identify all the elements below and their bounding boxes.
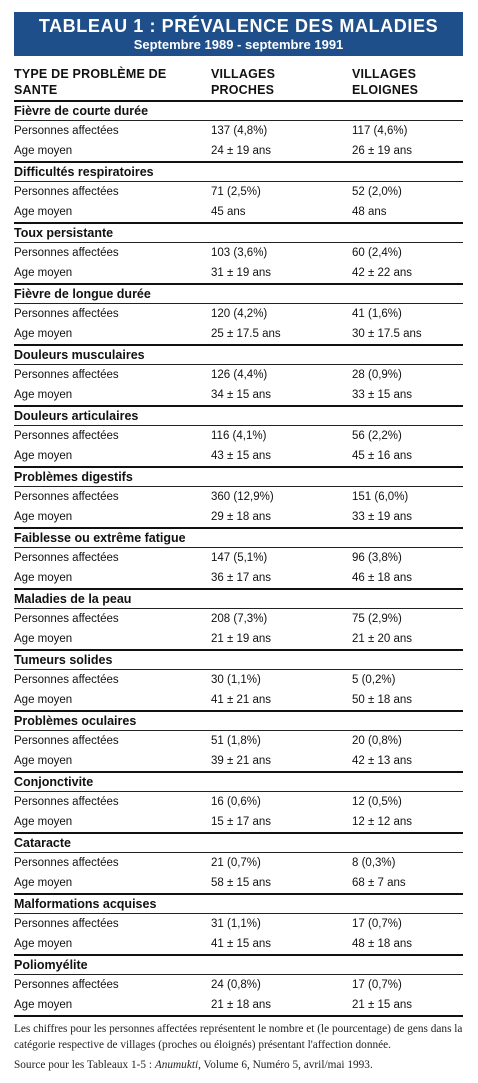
section-bottom-rule: [14, 1015, 463, 1017]
section-title: Douleurs articulaires: [14, 409, 139, 423]
value-far: 42 ± 22 ans: [352, 267, 413, 279]
table-row-age: [14, 873, 463, 893]
value-near: 39 ± 21 ans: [211, 755, 272, 767]
row-label: Age moyen: [14, 206, 73, 218]
table-row-affected: [14, 121, 463, 141]
value-far: 41 (1,6%): [352, 308, 402, 320]
table-title: TABLEAU 1 : PRÉVALENCE DES MALADIES: [38, 16, 439, 36]
row-label: Personnes affectées: [14, 369, 119, 381]
value-near: 34 ± 15 ans: [211, 389, 272, 401]
row-label: Age moyen: [14, 450, 73, 462]
value-far: 20 (0,8%): [352, 735, 402, 747]
table-row-age: [14, 385, 463, 405]
table-row-affected: [14, 609, 463, 629]
value-far: 46 ± 18 ans: [352, 572, 413, 584]
table-section: [14, 956, 463, 1017]
section-title: Cataracte: [14, 836, 71, 850]
value-near: 43 ± 15 ans: [211, 450, 272, 462]
table-row-age: [14, 141, 463, 161]
source-citation: [14, 1057, 466, 1073]
row-label: Age moyen: [14, 694, 73, 706]
section-title: Conjonctivite: [14, 775, 94, 789]
value-near: 36 ± 17 ans: [211, 572, 272, 584]
value-far: 8 (0,3%): [352, 857, 396, 869]
value-near: 71 (2,5%): [211, 186, 261, 198]
value-far: 33 ± 15 ans: [352, 389, 413, 401]
table-footer: [14, 1021, 466, 1073]
row-label: Personnes affectées: [14, 308, 119, 320]
value-far: 96 (3,8%): [352, 552, 402, 564]
row-label: Personnes affectées: [14, 430, 119, 442]
prevalence-table: [14, 100, 463, 1017]
table-row-affected: [14, 914, 463, 934]
value-near: 137 (4,8%): [211, 125, 268, 137]
value-near: 41 ± 15 ans: [211, 938, 272, 950]
column-header-near: VILLAGES PROCHES: [211, 67, 276, 97]
column-header-type: TYPE DE PROBLÈME DE SANTE: [14, 67, 167, 97]
table-row-age: [14, 751, 463, 771]
table-section: [14, 529, 463, 590]
value-near: 31 ± 19 ans: [211, 267, 272, 279]
row-label: Personnes affectées: [14, 552, 119, 564]
value-near: 30 (1,1%): [211, 674, 261, 686]
value-far: 28 (0,9%): [352, 369, 402, 381]
source-journal: Anumukti: [154, 1059, 199, 1071]
value-far: 45 ± 16 ans: [352, 450, 413, 462]
value-far: 5 (0,2%): [352, 674, 396, 686]
value-far: 48 ans: [352, 206, 387, 218]
table-section: [14, 346, 463, 407]
row-label: Age moyen: [14, 511, 73, 523]
row-label: Personnes affectées: [14, 247, 119, 259]
section-title: Malformations acquises: [14, 897, 157, 911]
row-label: Personnes affectées: [14, 125, 119, 137]
table-section: [14, 285, 463, 346]
row-label: Age moyen: [14, 145, 73, 157]
value-far: 12 (0,5%): [352, 796, 402, 808]
row-label: Personnes affectées: [14, 918, 119, 930]
section-title: Douleurs musculaires: [14, 348, 145, 362]
value-far: 30 ± 17.5 ans: [352, 328, 422, 340]
row-label: Age moyen: [14, 633, 73, 645]
value-near: 24 (0,8%): [211, 979, 261, 991]
table-row-age: [14, 568, 463, 588]
value-near: 103 (3,6%): [211, 247, 268, 259]
value-near: 31 (1,1%): [211, 918, 261, 930]
table-row-affected: [14, 426, 463, 446]
value-far: 52 (2,0%): [352, 186, 402, 198]
table-row-age: [14, 690, 463, 710]
value-near: 24 ± 19 ans: [211, 145, 272, 157]
table-section: [14, 102, 463, 163]
row-label: Age moyen: [14, 267, 73, 279]
table-title-banner: [14, 12, 463, 56]
table-row-affected: [14, 487, 463, 507]
section-title: Poliomyélite: [14, 958, 88, 972]
table-row-age: [14, 629, 463, 649]
row-label: Personnes affectées: [14, 674, 119, 686]
table-section: [14, 834, 463, 895]
table-row-age: [14, 263, 463, 283]
value-near: 25 ± 17.5 ans: [211, 328, 281, 340]
table-row-affected: [14, 365, 463, 385]
table-section: [14, 224, 463, 285]
row-label: Personnes affectées: [14, 857, 119, 869]
section-title: Toux persistante: [14, 226, 114, 240]
table-section: [14, 468, 463, 529]
value-near: 51 (1,8%): [211, 735, 261, 747]
value-far: 117 (4,6%): [352, 125, 408, 137]
row-label: Personnes affectées: [14, 979, 119, 991]
table-row-age: [14, 507, 463, 527]
value-near: 120 (4,2%): [211, 308, 268, 320]
table-row-age: [14, 324, 463, 344]
value-near: 116 (4,1%): [211, 430, 267, 442]
table-row-affected: [14, 304, 463, 324]
value-far: 48 ± 18 ans: [352, 938, 413, 950]
table-section: [14, 773, 463, 834]
value-far: 42 ± 13 ans: [352, 755, 413, 767]
table-section: [14, 895, 463, 956]
value-near: 15 ± 17 ans: [211, 816, 272, 828]
table-section: [14, 163, 463, 224]
table-row-affected: [14, 670, 463, 690]
value-far: 60 (2,4%): [352, 247, 402, 259]
value-near: 126 (4,4%): [211, 369, 268, 381]
table-section: [14, 407, 463, 468]
value-far: 17 (0,7%): [352, 918, 402, 930]
value-far: 50 ± 18 ans: [352, 694, 413, 706]
table-row-affected: [14, 792, 463, 812]
row-label: Age moyen: [14, 877, 73, 889]
table-row-age: [14, 934, 463, 954]
table-row-affected: [14, 548, 463, 568]
value-near: 147 (5,1%): [211, 552, 268, 564]
section-title: Problèmes oculaires: [14, 714, 137, 728]
value-near: 21 ± 18 ans: [211, 999, 272, 1011]
table-row-age: [14, 995, 463, 1015]
value-far: 56 (2,2%): [352, 430, 402, 442]
value-near: 16 (0,6%): [211, 796, 261, 808]
value-far: 68 ± 7 ans: [352, 877, 406, 889]
row-label: Age moyen: [14, 938, 73, 950]
table-subtitle: Septembre 1989 - septembre 1991: [133, 37, 344, 52]
row-label: Age moyen: [14, 816, 73, 828]
section-title: Fièvre de courte durée: [14, 104, 149, 118]
table-row-age: [14, 446, 463, 466]
value-near: 29 ± 18 ans: [211, 511, 272, 523]
row-label: Age moyen: [14, 999, 73, 1011]
row-label: Personnes affectées: [14, 186, 119, 198]
row-label: Age moyen: [14, 572, 73, 584]
value-near: 208 (7,3%): [211, 613, 268, 625]
source-prefix: Source pour les Tableaux 1-5 :: [14, 1059, 155, 1071]
footnote: Les chiffres pour les personnes affectées représentent le nombre et (le pourcentage) de gens dans la catégorie respective de villages (proches ou éloignés) présentant l'affection donnée.: [14, 1023, 463, 1051]
row-label: Personnes affectées: [14, 796, 119, 808]
row-label: Age moyen: [14, 755, 73, 767]
row-label: Age moyen: [14, 389, 73, 401]
source-rest: , Volume 6, Numéro 5, avril/mai 1993.: [198, 1059, 373, 1071]
table-row-affected: [14, 731, 463, 751]
value-far: 151 (6,0%): [352, 491, 409, 503]
value-far: 17 (0,7%): [352, 979, 402, 991]
table-section: [14, 590, 463, 651]
row-label: Personnes affectées: [14, 613, 119, 625]
value-far: 75 (2,9%): [352, 613, 402, 625]
value-far: 21 ± 15 ans: [352, 999, 413, 1011]
section-title: Difficultés respiratoires: [14, 165, 154, 179]
section-title: Problèmes digestifs: [14, 470, 133, 484]
table-row-age: [14, 812, 463, 832]
section-title: Tumeurs solides: [14, 653, 113, 667]
row-label: Personnes affectées: [14, 735, 119, 747]
value-near: 41 ± 21 ans: [211, 694, 272, 706]
value-near: 45 ans: [211, 206, 246, 218]
value-far: 33 ± 19 ans: [352, 511, 413, 523]
table-row-affected: [14, 243, 463, 263]
table-section: [14, 651, 463, 712]
section-title: Faiblesse ou extrême fatigue: [14, 531, 186, 545]
value-near: 21 (0,7%): [211, 857, 261, 869]
value-far: 12 ± 12 ans: [352, 816, 413, 828]
value-near: 360 (12,9%): [211, 491, 274, 503]
section-title: Maladies de la peau: [14, 592, 132, 606]
table-row-affected: [14, 975, 463, 995]
section-title: Fièvre de longue durée: [14, 287, 151, 301]
row-label: Age moyen: [14, 328, 73, 340]
row-label: Personnes affectées: [14, 491, 119, 503]
value-far: 26 ± 19 ans: [352, 145, 413, 157]
table-section: [14, 712, 463, 773]
table-row-affected: [14, 182, 463, 202]
column-header-far: VILLAGES ELOIGNES: [352, 67, 419, 97]
value-near: 21 ± 19 ans: [211, 633, 272, 645]
value-near: 58 ± 15 ans: [211, 877, 272, 889]
value-far: 21 ± 20 ans: [352, 633, 413, 645]
table-row-age: [14, 202, 463, 222]
table-row-affected: [14, 853, 463, 873]
